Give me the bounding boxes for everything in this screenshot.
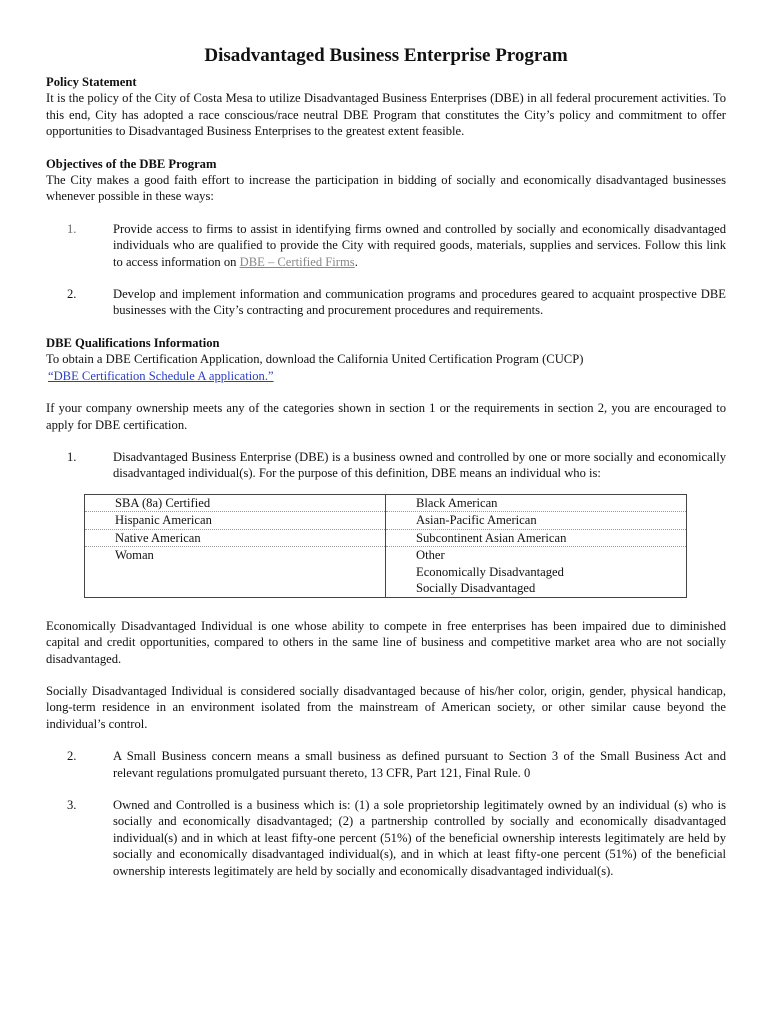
- qualifications-line: To obtain a DBE Certification Application, download the California United Certification Program (CUCP): [46, 352, 584, 367]
- objectives-heading: Objectives of the DBE Program: [46, 156, 217, 171]
- qualifications-heading: DBE Qualifications Information: [46, 335, 220, 350]
- policy-heading: Policy Statement: [46, 75, 137, 89]
- section-text: Disadvantaged Business Enterprise (DBE) is a business owned and controlled by one or more socially and economically disadvantaged individual(s). For the purpose of this definition, DBE means an individual who is:: [113, 449, 726, 481]
- social-definition: Socially Disadvantaged Individual is considered socially disadvantaged because of his/her color, origin, gender, physical handicap, long-term residence in an environment isolated from the mainstream of American society, or other similar cause beyond the individual’s control.: [46, 683, 726, 731]
- section-text: A Small Business concern means a small business as defined pursuant to Section 3 of the Small Business Act and relevant regulations promulgated pursuant thereto, 13 CFR, Part 121, Final Rule. 0: [113, 749, 726, 780]
- category-cell: Socially Disadvantaged: [416, 581, 536, 596]
- category-cell: Economically Disadvantaged: [416, 564, 564, 579]
- category-cell: Black American: [386, 495, 686, 513]
- objectives-intro: The City makes a good faith effort to increase the participation in bidding of socially and economically disadvantaged businesses whenever possible in these ways:: [46, 173, 726, 204]
- page-title: Disadvantaged Business Enterprise Program: [204, 45, 568, 66]
- category-cell: Hispanic American: [85, 512, 385, 530]
- objective-number: 1.: [67, 221, 77, 236]
- objective-number: 2.: [67, 287, 77, 302]
- document-page: [46, 44, 726, 879]
- objective-item-2: [46, 286, 726, 319]
- category-cell: SBA (8a) Certified: [85, 495, 385, 513]
- dbe-schedule-a-link[interactable]: “DBE Certification Schedule A application.”: [48, 368, 274, 383]
- section-item-3: [46, 797, 726, 879]
- qualifications-paragraph: If your company ownership meets any of the categories shown in section 1 or the requirements in section 2, you are encouraged to apply for DBE certification.: [46, 401, 726, 432]
- category-cell: Other: [416, 548, 445, 563]
- section-number: 2.: [67, 749, 77, 764]
- category-cell: Subcontinent Asian American: [386, 530, 686, 548]
- objective-item-1: [46, 221, 726, 270]
- categories-table: [84, 494, 687, 598]
- objective-text: Develop and implement information and communication programs and procedures geared to acquaint prospective DBE businesses with the City’s contracting and procurement procedures and requirements.: [113, 287, 726, 318]
- policy-text: It is the policy of the City of Costa Mesa to utilize Disadvantaged Business Enterprises (DBE) in all federal procurement activities. To this end, City has adopted a race conscious/race neutral DBE Program that constitutes the City’s policy and commitment to offer opportunities to Disadvantaged Business Enterprises to the greatest extent feasible.: [46, 91, 726, 139]
- objective-text: Provide access to firms to assist in identifying firms owned and controlled by socially and economically disadvantaged individuals who are qualified to provide the City with required goods, materials, supplies and services. Follow this link to access information on DBE – Certified Firms.: [113, 221, 726, 269]
- section-number: 1.: [67, 449, 77, 464]
- section-item-1: [46, 449, 726, 482]
- category-cell: Woman: [115, 548, 154, 563]
- category-cell: Native American: [85, 530, 385, 548]
- categories-left-column: [85, 494, 386, 597]
- economic-definition: Economically Disadvantaged Individual is one whose ability to compete in free enterprises has been impaired due to diminished capital and credit opportunities, compared to others in the same line of business and competitive market area who are not socially disadvantaged.: [46, 618, 726, 666]
- category-cell: Asian-Pacific American: [386, 512, 686, 530]
- dbe-certified-firms-link[interactable]: DBE – Certified Firms: [239, 254, 355, 269]
- section-text: Owned and Controlled is a business which is: (1) a sole proprietorship legitimately owned by an individual (s) who is socially and economically disadvantaged; (2) a partnership controlled by socially and economically disadvantaged individual(s) and in which at least fifty-one percent (51%) of the beneficial ownership interests legitimately are held by socially and economically disadvantaged individual(s), and in which at least fifty-one percent (51%) of the beneficial ownership interests legitimately are held by socially and economically disadvantaged individual(s).: [113, 797, 726, 878]
- section-number: 3.: [67, 797, 77, 812]
- section-item-2: [46, 748, 726, 781]
- categories-right-column: [386, 494, 687, 597]
